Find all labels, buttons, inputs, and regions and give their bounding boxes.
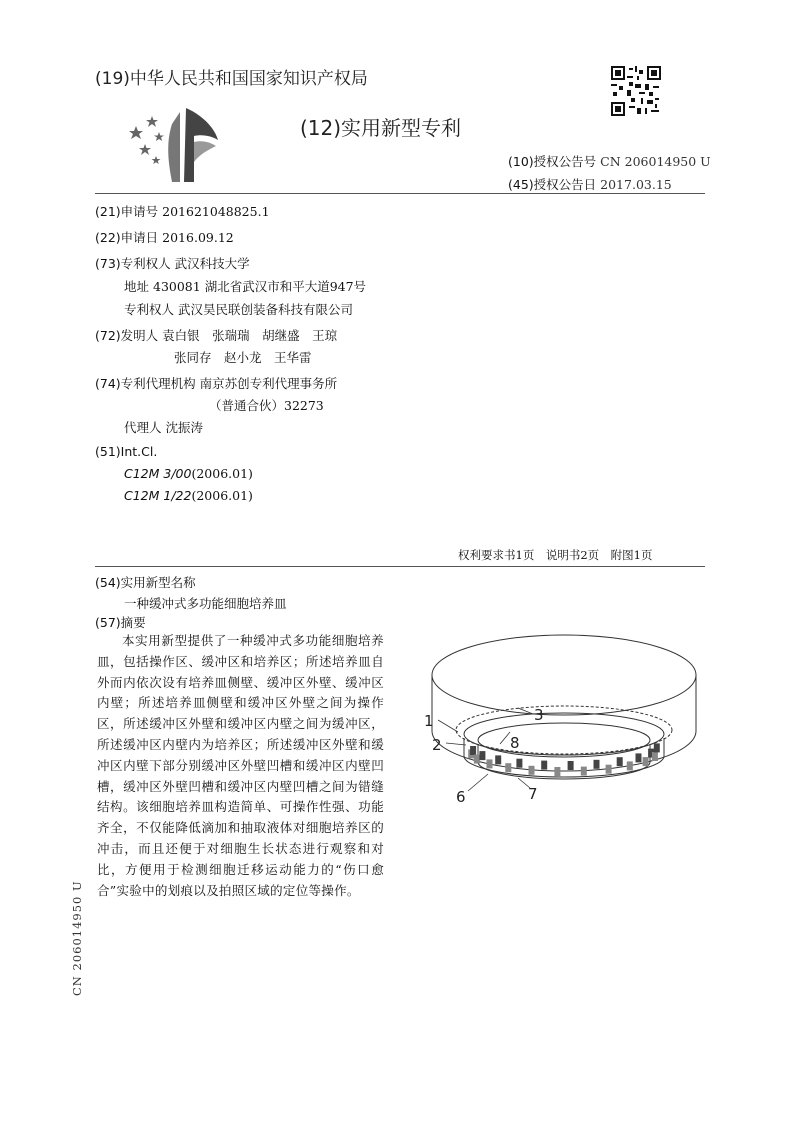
figure-label-2: 2 [432, 736, 442, 754]
pages-divider [95, 566, 705, 567]
application-date-row [95, 228, 234, 246]
classification-1 [124, 466, 253, 481]
groove-tooth [568, 761, 574, 770]
address-value: 430081 湖北省武汉市和平大道947号 [153, 279, 367, 294]
agent-value: 沈振涛 [165, 420, 204, 435]
culture-dish-drawing [418, 628, 710, 814]
application-number-label: (21)申请号 [95, 204, 159, 219]
address-label: 地址 [124, 279, 150, 294]
abstract-text: 本实用新型提供了一种缓冲式多功能细胞培养皿，包括操作区、缓冲区和培养区；所述培养皿自外而内依次设有培养皿侧壁、缓冲区外壁、缓冲区内壁；所述培养皿侧壁和缓冲区外壁之间为操作区，所述缓冲区外壁和缓冲区内壁之间为缓冲区，所述缓冲区内壁内为培养区；所述缓冲区外壁和缓冲区内壁下部分别缓冲区外壁凹槽和缓冲区内壁凹槽，缓冲区外壁凹槽和缓冲区内壁凹槽之间为错缝结构。该细胞培养皿构造简单、可操作性强、功能齐全，不仅能降低滴加和抽取液体对细胞培养区的冲击，而且还便于对细胞生长状态进行观察和对比，方便用于检测细胞迁移运动能力的“伤口愈合”实验中的划痕以及拍照区域的定位等操作。 [97, 633, 384, 898]
groove-tooth [654, 743, 660, 752]
groove-tooth [474, 755, 480, 764]
agency-line2: （普通合伙）32273 [209, 398, 324, 413]
groove-tooth [495, 755, 501, 764]
patentee-label: (73)专利权人 [95, 256, 171, 271]
patentee-row [95, 254, 250, 272]
groove-tooth [606, 765, 612, 774]
patentee-value: 武汉科技大学 [174, 256, 250, 271]
agent-label: 代理人 [124, 420, 162, 435]
qr-code-icon [611, 66, 661, 116]
groove-tooth [652, 752, 658, 761]
publication-number-value: CN 206014950 U [600, 154, 711, 169]
classification-1-version: (2006.01) [191, 466, 253, 481]
groove-tooth [487, 759, 493, 768]
address-row [124, 277, 366, 295]
application-date-value: 2016.09.12 [162, 230, 234, 245]
side-publication-code: CN 206014950 U [70, 880, 84, 996]
groove-tooth [479, 751, 485, 760]
pages-info: 权利要求书1页 说明书2页 附图1页 [458, 548, 653, 562]
groove-tooth [541, 761, 547, 770]
intcl-label: (51)Int.Cl. [95, 444, 158, 459]
figure-label-7: 7 [528, 785, 538, 803]
publication-date-value: 2017.03.15 [600, 177, 672, 192]
inventors-line2: 张同存 赵小龙 王华雷 [174, 350, 312, 365]
patent-type-title: (12)实用新型专利 [300, 116, 462, 140]
patentee2-value: 武汉昊民联创装备科技有限公司 [178, 302, 354, 317]
inventor-label: (72)发明人 [95, 328, 159, 343]
abstract-label: (57)摘要 [95, 615, 146, 630]
patentee2-row [124, 300, 353, 318]
figure-label-1: 1 [424, 712, 434, 730]
classification-2-code: C12M 1/22 [124, 488, 192, 503]
agency-row [95, 374, 337, 392]
publication-date-label: (45)授权公告日 [508, 177, 597, 192]
figure-label-8: 8 [510, 734, 520, 752]
figure-label-3: 3 [534, 706, 544, 724]
agent-row [124, 418, 203, 436]
sipo-logo [128, 106, 223, 184]
application-date-label: (22)申请日 [95, 230, 159, 245]
inventors-line1: 袁白银 张瑞瑞 胡继盛 王琼 [162, 328, 338, 343]
groove-tooth [505, 763, 511, 772]
groove-tooth [554, 767, 560, 776]
classification-1-code: C12M 3/00 [124, 466, 192, 481]
agency-line1: 南京苏创专利代理事务所 [199, 376, 338, 391]
header-divider [95, 193, 705, 194]
classification-2-version: (2006.01) [191, 488, 253, 503]
issuing-office: (19)中华人民共和国国家知识产权局 [95, 69, 368, 89]
classification-2 [124, 488, 253, 503]
publication-number-label: (10)授权公告号 [508, 154, 597, 169]
groove-tooth [643, 757, 649, 766]
inventor-row [95, 326, 337, 344]
agency-label: (74)专利代理机构 [95, 376, 196, 391]
groove-tooth [627, 761, 633, 770]
utility-model-title: 一种缓冲式多功能细胞培养皿 [124, 596, 287, 611]
groove-tooth [581, 767, 587, 776]
groove-tooth [516, 759, 522, 768]
groove-tooth [617, 757, 623, 766]
figure-label-6: 6 [456, 788, 466, 806]
groove-tooth [594, 760, 600, 769]
patentee2-label: 专利权人 [124, 302, 175, 317]
publication-date [508, 175, 672, 193]
application-number-row [95, 202, 270, 220]
groove-tooth [636, 753, 642, 762]
groove-tooth [470, 746, 476, 755]
application-number-value: 201621048825.1 [162, 204, 270, 219]
title-label: (54)实用新型名称 [95, 575, 196, 590]
publication-number [508, 152, 711, 170]
groove-tooth [529, 766, 535, 775]
